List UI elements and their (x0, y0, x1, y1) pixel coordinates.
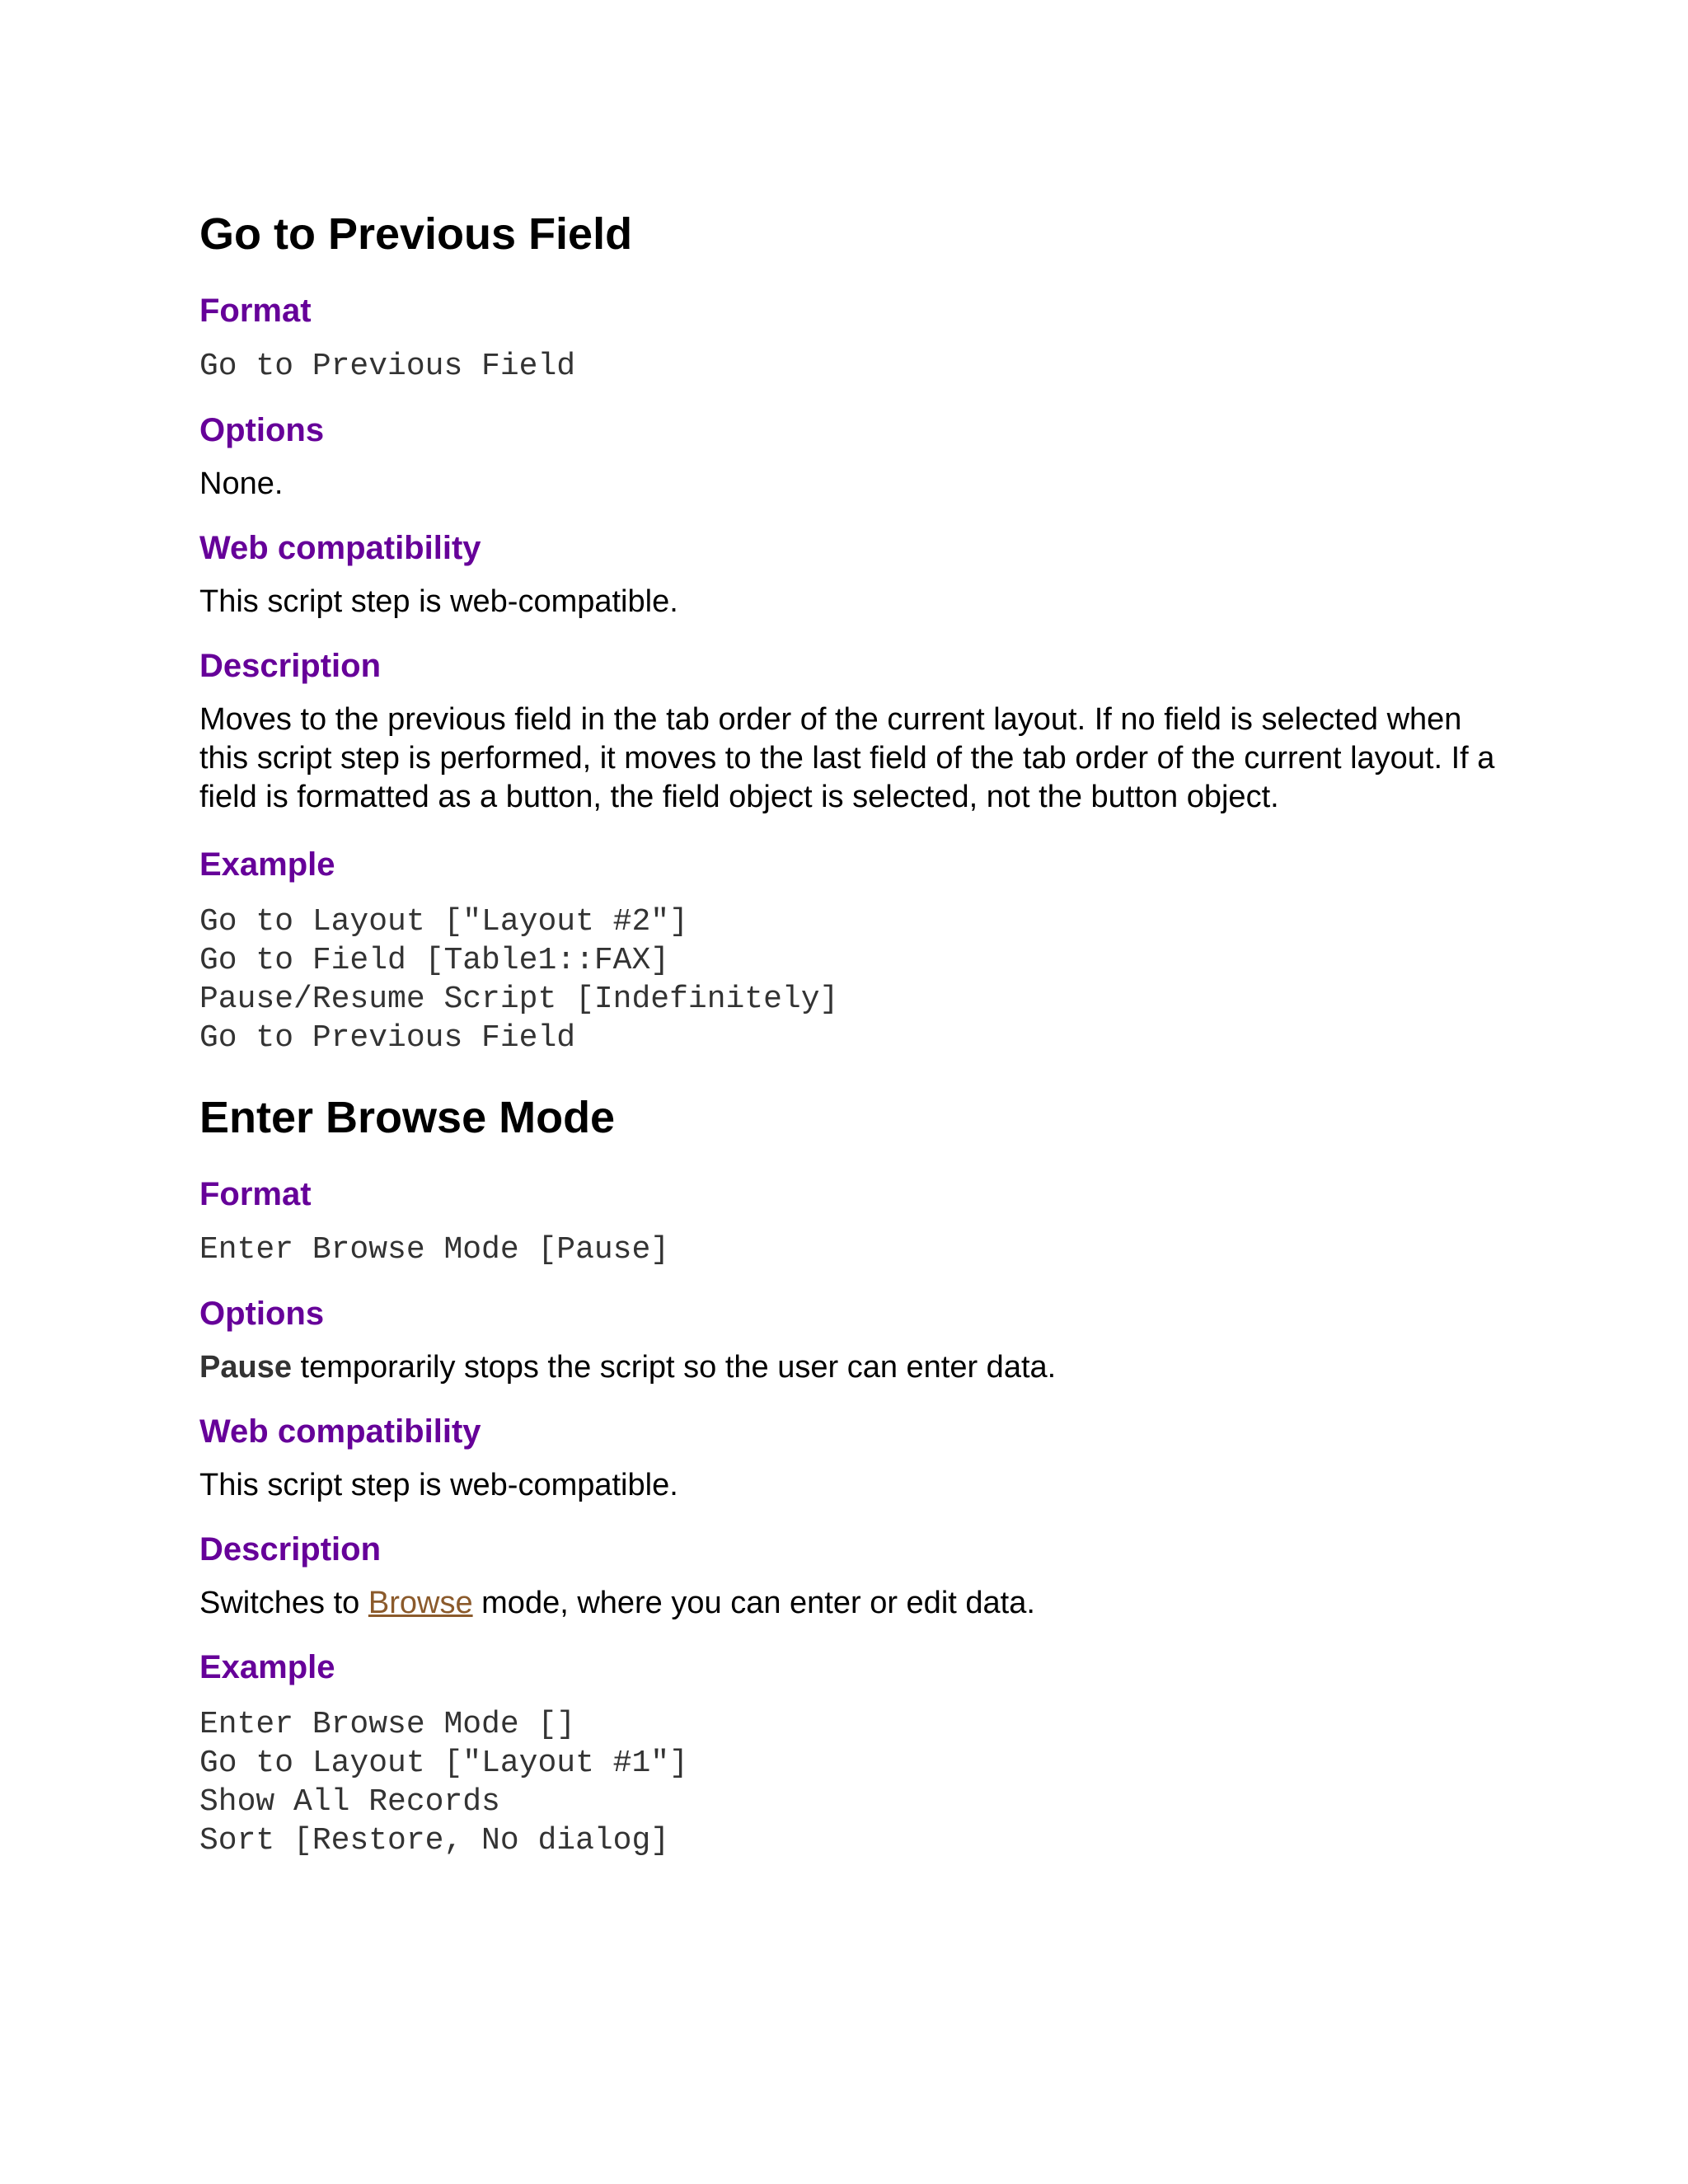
format-code: Go to Previous Field (199, 349, 576, 384)
example-line: Go to Layout ["Layout #1"] (199, 1746, 688, 1781)
browse-mode-link[interactable]: Browse (368, 1586, 473, 1620)
description-prefix: Switches to (199, 1586, 368, 1620)
description-suffix: mode, where you can enter or edit data. (472, 1586, 1035, 1620)
web-compatibility-text: This script step is web-compatible. (199, 584, 678, 619)
option-description: temporarily stops the script so the user can enter data. (291, 1350, 1057, 1385)
example-line: Pause/Resume Script [Indefinitely] (199, 982, 839, 1017)
options-heading: Options (199, 412, 325, 448)
step-title: Go to Previous Field (199, 209, 633, 259)
example-line: Go to Field [Table1::FAX] (199, 943, 670, 978)
document-page (199, 0, 1518, 1860)
description-text: Moves to the previous field in the tab order of the current layout. If no field is selected when this script step is performed, it moves to the last field of the tab order of the current layout. If a field is formatted as a button, the field object is selected, not the button object. (199, 702, 1495, 814)
script-step-go-to-previous-field (199, 0, 1518, 1057)
example-code (199, 902, 1518, 1057)
example-line: Sort [Restore, No dialog] (199, 1823, 670, 1858)
format-heading: Format (199, 293, 312, 329)
example-line: Go to Layout ["Layout #2"] (199, 904, 688, 940)
format-heading: Format (199, 1176, 312, 1212)
script-step-enter-browse-mode (199, 1092, 1518, 1860)
description-heading: Description (199, 1531, 382, 1568)
web-compatibility-heading: Web compatibility (199, 1413, 481, 1450)
description-text (199, 1584, 1518, 1623)
format-code: Enter Browse Mode [Pause] (199, 1232, 670, 1268)
web-compatibility-heading: Web compatibility (199, 530, 481, 566)
web-compatibility-text: This script step is web-compatible. (199, 1468, 678, 1502)
example-heading: Example (199, 846, 335, 883)
options-heading: Options (199, 1296, 325, 1332)
step-title: Enter Browse Mode (199, 1093, 616, 1142)
description-heading: Description (199, 648, 382, 684)
example-line: Show All Records (199, 1784, 500, 1820)
example-code (199, 1705, 1518, 1860)
options-text (199, 1348, 1518, 1387)
example-line: Go to Previous Field (199, 1020, 576, 1056)
example-heading: Example (199, 1649, 335, 1685)
example-line: Enter Browse Mode [] (199, 1707, 576, 1742)
options-text: None. (199, 466, 284, 501)
option-name-pause: Pause (199, 1350, 292, 1385)
